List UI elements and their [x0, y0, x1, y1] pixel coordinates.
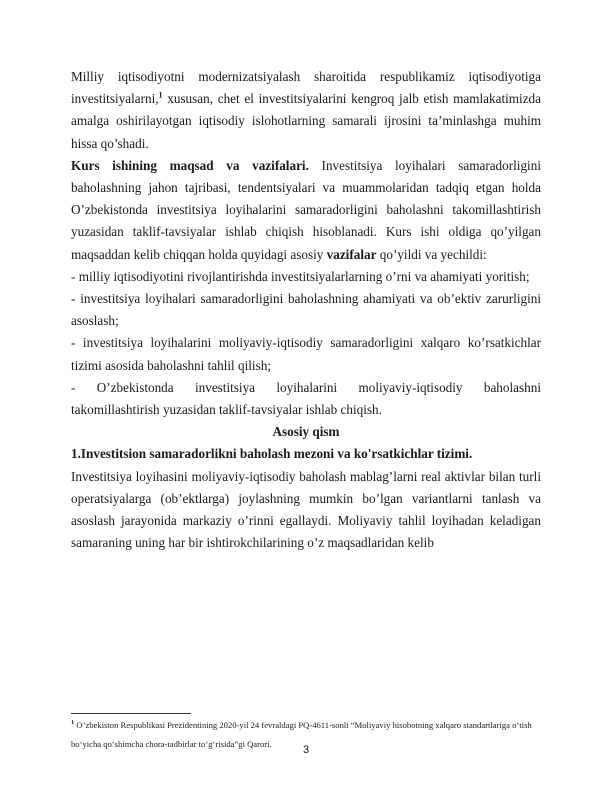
footnote-separator	[71, 713, 191, 714]
footnote-text: O’zbekiston Respublikasi Prezidentining 2020-yil 24 fevraldagi PQ-4611-sonli “Moliyaviy hisobotning xalqaro standartlariga o‘tish bo‘yicha qo‘shimcha chora-tadbirlar to‘g‘risida”gi Qarori.	[71, 720, 532, 749]
section-title: Asosiy qism	[272, 424, 340, 440]
body-paragraph: Investitsiya loyihasini moliyaviy-iqtisodiy baholash mablag’larni real aktivlar bilan turli operatsiyalarga (ob’ektlarga) joylashning mumkin bo’lgan variantlarni tanlash va asoslash jarayonida markaziy o’rinni egallaydi. Moliyaviy tahlil loyihadan keladigan samaraning uning har bir ishtirokchilarining o’z maqsadlaridan kelib	[71, 468, 541, 551]
list-item: - investitsiya loyihalarini moliyaviy-iqtisodiy samaradorligini xalqaro ko’rsatkichlar tizimi asosida baholashni tahlil qilish;	[71, 335, 541, 373]
tasks-keyword: vazifalar	[326, 246, 377, 262]
goals-text: Investitsiya loyihalari samaradorligini baholashning jahon tajribasi, tendentsiyalari va muammolaridan tadqiq etgan holda O’zbekistonda investitsiya loyihalarini samaradorligini baholashni takomillashtirish yuzasidan taklif-tavsiyalar ishlab chiqish hisoblanadi. Kurs ishi oldiga qo’yilgan maqsaddan kelib chiqqan holda quyidagi asosiy	[71, 157, 541, 262]
intro-paragraph	[71, 66, 541, 155]
page-number: 3	[302, 744, 310, 756]
list-item: - milliy iqtisodiyotini rivojlantirishda investitsiyalarlarning o’rni va ahamiyati yoritish;	[71, 268, 530, 284]
goals-heading: Kurs ishining maqsad va vazifalari.	[71, 157, 309, 173]
main-text	[71, 66, 541, 554]
footnote-mark: 1	[71, 719, 75, 727]
list-item: - investitsiya loyihalari samaradorligini baholashning ahamiyati va ob’ektiv zarurligini asoslash;	[71, 291, 541, 329]
footnote-reference[interactable]: 1	[158, 90, 163, 100]
intro-text-continued: xususan, chet el investitsiyalarini kengroq jalb etish mamlakatimizda amalga oshirilayotgan iqtisodiy islohotlarning samarali ijrosini ta’minlashga muhim hissa qo’shadi.	[71, 91, 541, 151]
subsection-heading: 1.Investitsion samaradorlikni baholash mezoni va ko'rsatkichlar tizimi.	[71, 446, 473, 462]
intro-text: Milliy iqtisodiyotni modernizatsiyalash sharoitida respublikamiz iqtisodiyotiga investitsiyalarni,	[71, 69, 541, 107]
goals-paragraph	[71, 155, 541, 266]
list-item: - O’zbekistonda investitsiya loyihalarini moliyaviy-iqtisodiy baholashni takomillashtirish yuzasidan taklif-tavsiyalar ishlab chiqish.	[71, 379, 541, 418]
goals-text-end: qo’yildi va yechildi:	[376, 246, 487, 262]
